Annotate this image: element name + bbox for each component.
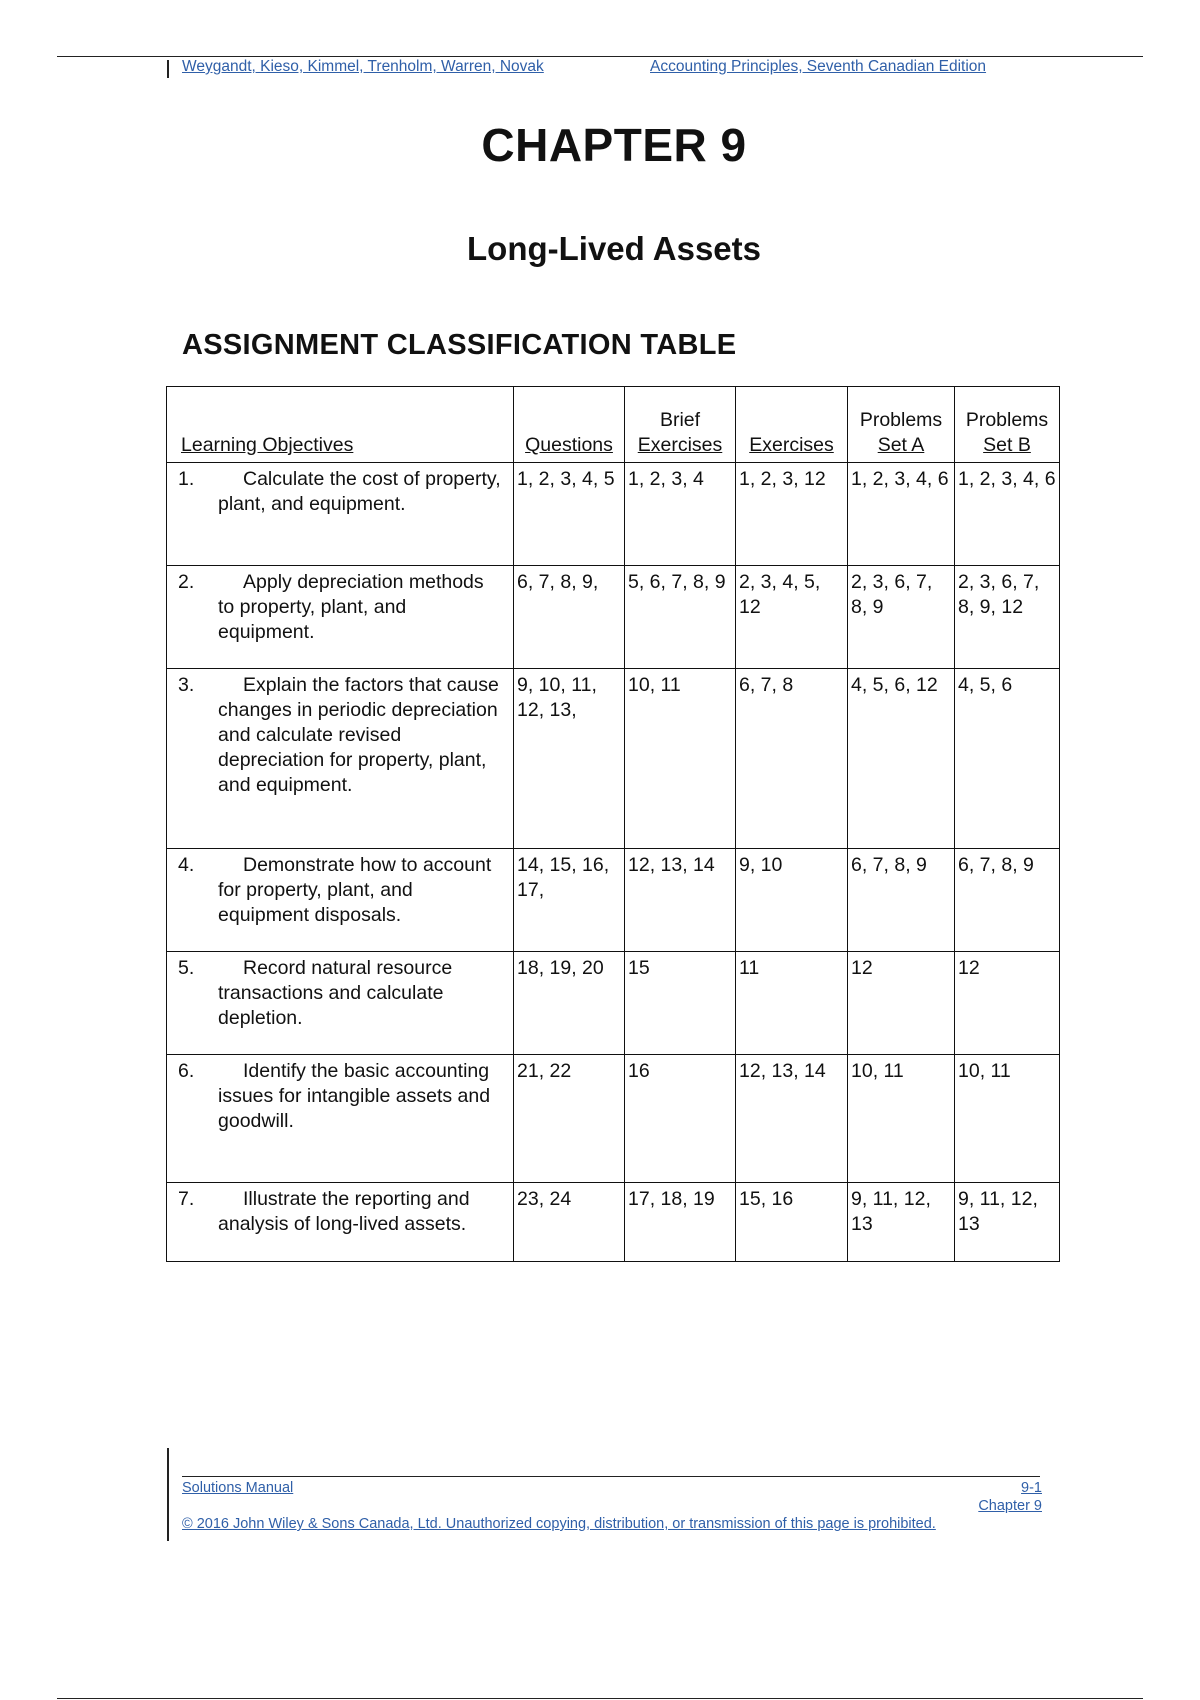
problems-set-b-cell: 2, 3, 6, 7, 8, 9, 12 <box>955 566 1060 669</box>
objective-cell <box>167 1055 514 1183</box>
objective-number: 3. <box>178 674 195 696</box>
header-learning-objectives: Learning Objectives <box>167 387 514 463</box>
problems-set-a-cell: 6, 7, 8, 9 <box>848 849 955 952</box>
objective-cell <box>167 566 514 669</box>
footer-manual: Solutions Manual <box>182 1480 294 1496</box>
brief-exercises-cell: 1, 2, 3, 4 <box>625 463 736 566</box>
objective-number: 6. <box>178 1060 195 1082</box>
problems-set-a-cell: 9, 11, 12, 13 <box>848 1183 955 1262</box>
objective-text-first: Demonstrate how to <box>243 854 418 876</box>
header-exercises: Exercises <box>736 387 848 463</box>
objective-cell <box>167 952 514 1055</box>
objective-number: 4. <box>178 854 195 876</box>
header-brief-exercises: Brief Exercises <box>625 387 736 463</box>
questions-cell: 1, 2, 3, 4, 5 <box>514 463 625 566</box>
objective-text-first: Illustrate the reporting and <box>243 1188 470 1210</box>
problems-set-a-cell: 10, 11 <box>848 1055 955 1183</box>
objective-text-first: Apply depreciation <box>243 571 404 593</box>
brief-exercises-cell: 16 <box>625 1055 736 1183</box>
table-row <box>167 463 1060 566</box>
objective-text-first: Calculate the cost of <box>243 468 420 490</box>
brief-exercises-cell: 10, 11 <box>625 669 736 849</box>
objective-text-first: Identify the basic <box>243 1060 390 1082</box>
objective-cell <box>167 669 514 849</box>
questions-cell: 21, 22 <box>514 1055 625 1183</box>
problems-set-a-cell: 2, 3, 6, 7, 8, 9 <box>848 566 955 669</box>
objective-text-rest: account for property, plant, and equipment disposals. <box>218 854 492 926</box>
objective-cell <box>167 463 514 566</box>
objective-number: 7. <box>178 1188 195 1210</box>
exercises-cell: 11 <box>736 952 848 1055</box>
brief-exercises-cell: 12, 13, 14 <box>625 849 736 952</box>
questions-cell: 6, 7, 8, 9, <box>514 566 625 669</box>
table-row <box>167 849 1060 952</box>
objective-number: 5. <box>178 957 195 979</box>
assignment-classification-table <box>166 386 1060 1262</box>
problems-set-a-cell: 12 <box>848 952 955 1055</box>
objective-text-rest: analysis of long-lived assets. <box>218 1213 467 1235</box>
problems-set-b-cell: 10, 11 <box>955 1055 1060 1183</box>
bottom-rule <box>57 1698 1143 1699</box>
chapter-subtitle: Long-Lived Assets <box>467 230 761 267</box>
exercises-cell: 9, 10 <box>736 849 848 952</box>
header-margin-bar <box>167 60 169 78</box>
objective-cell <box>167 1183 514 1262</box>
exercises-cell: 12, 13, 14 <box>736 1055 848 1183</box>
problems-set-b-cell: 4, 5, 6 <box>955 669 1060 849</box>
brief-exercises-cell: 17, 18, 19 <box>625 1183 736 1262</box>
table-row <box>167 1055 1060 1183</box>
problems-set-b-cell: 9, 11, 12, 13 <box>955 1183 1060 1262</box>
header-questions: Questions <box>514 387 625 463</box>
table-row <box>167 952 1060 1055</box>
objective-text-rest: methods to property, plant, and equipment. <box>218 571 484 643</box>
objective-text-rest: accounting issues for intangible assets and goodwill. <box>218 1060 491 1132</box>
problems-set-b-cell: 1, 2, 3, 4, 6 <box>955 463 1060 566</box>
header-problems-set-a: Problems Set A <box>848 387 955 463</box>
table-title: ASSIGNMENT CLASSIFICATION TABLE <box>182 329 737 361</box>
footer-rule <box>182 1476 1040 1477</box>
footer-copyright: © 2016 John Wiley & Sons Canada, Ltd. Unauthorized copying, distribution, or transmission of this page is prohibited. <box>182 1516 936 1532</box>
problems-set-b-cell: 6, 7, 8, 9 <box>955 849 1060 952</box>
brief-exercises-cell: 5, 6, 7, 8, 9 <box>625 566 736 669</box>
objective-cell <box>167 849 514 952</box>
exercises-cell: 15, 16 <box>736 1183 848 1262</box>
footer-margin-bar <box>167 1448 169 1541</box>
problems-set-b-cell: 12 <box>955 952 1060 1055</box>
brief-exercises-cell: 15 <box>625 952 736 1055</box>
table-header-row <box>167 387 1060 463</box>
table-row <box>167 1183 1060 1262</box>
questions-cell: 23, 24 <box>514 1183 625 1262</box>
header-book-title: Accounting Principles, Seventh Canadian Edition <box>650 58 987 75</box>
objective-number: 2. <box>178 571 195 593</box>
questions-cell: 18, 19, 20 <box>514 952 625 1055</box>
objective-text-rest: cause changes in periodic depreciation and calculate revised depreciation for property, plant, and equipment. <box>218 674 499 796</box>
exercises-cell: 2, 3, 4, 5, 12 <box>736 566 848 669</box>
problems-set-a-cell: 4, 5, 6, 12 <box>848 669 955 849</box>
top-rule <box>57 56 1143 57</box>
problems-set-a-cell: 1, 2, 3, 4, 6 <box>848 463 955 566</box>
header-authors: Weygandt, Kieso, Kimmel, Trenholm, Warren, Novak <box>182 58 544 75</box>
questions-cell: 14, 15, 16, 17, <box>514 849 625 952</box>
exercises-cell: 6, 7, 8 <box>736 669 848 849</box>
exercises-cell: 1, 2, 3, 12 <box>736 463 848 566</box>
chapter-title: CHAPTER 9 <box>481 119 747 171</box>
objective-text-first: Explain the factors that <box>243 674 442 696</box>
footer-page-number: 9-1 <box>1021 1480 1042 1496</box>
footer-chapter: Chapter 9 <box>978 1498 1042 1514</box>
header-problems-set-b: Problems Set B <box>955 387 1060 463</box>
questions-cell: 9, 10, 11, 12, 13, <box>514 669 625 849</box>
objective-text-rest: property, plant, and equipment. <box>218 468 501 515</box>
objective-text-rest: transactions and calculate depletion. <box>218 982 444 1029</box>
table-row <box>167 669 1060 849</box>
table-row <box>167 566 1060 669</box>
objective-number: 1. <box>178 468 195 490</box>
objective-text-first: Record natural resource <box>243 957 453 979</box>
